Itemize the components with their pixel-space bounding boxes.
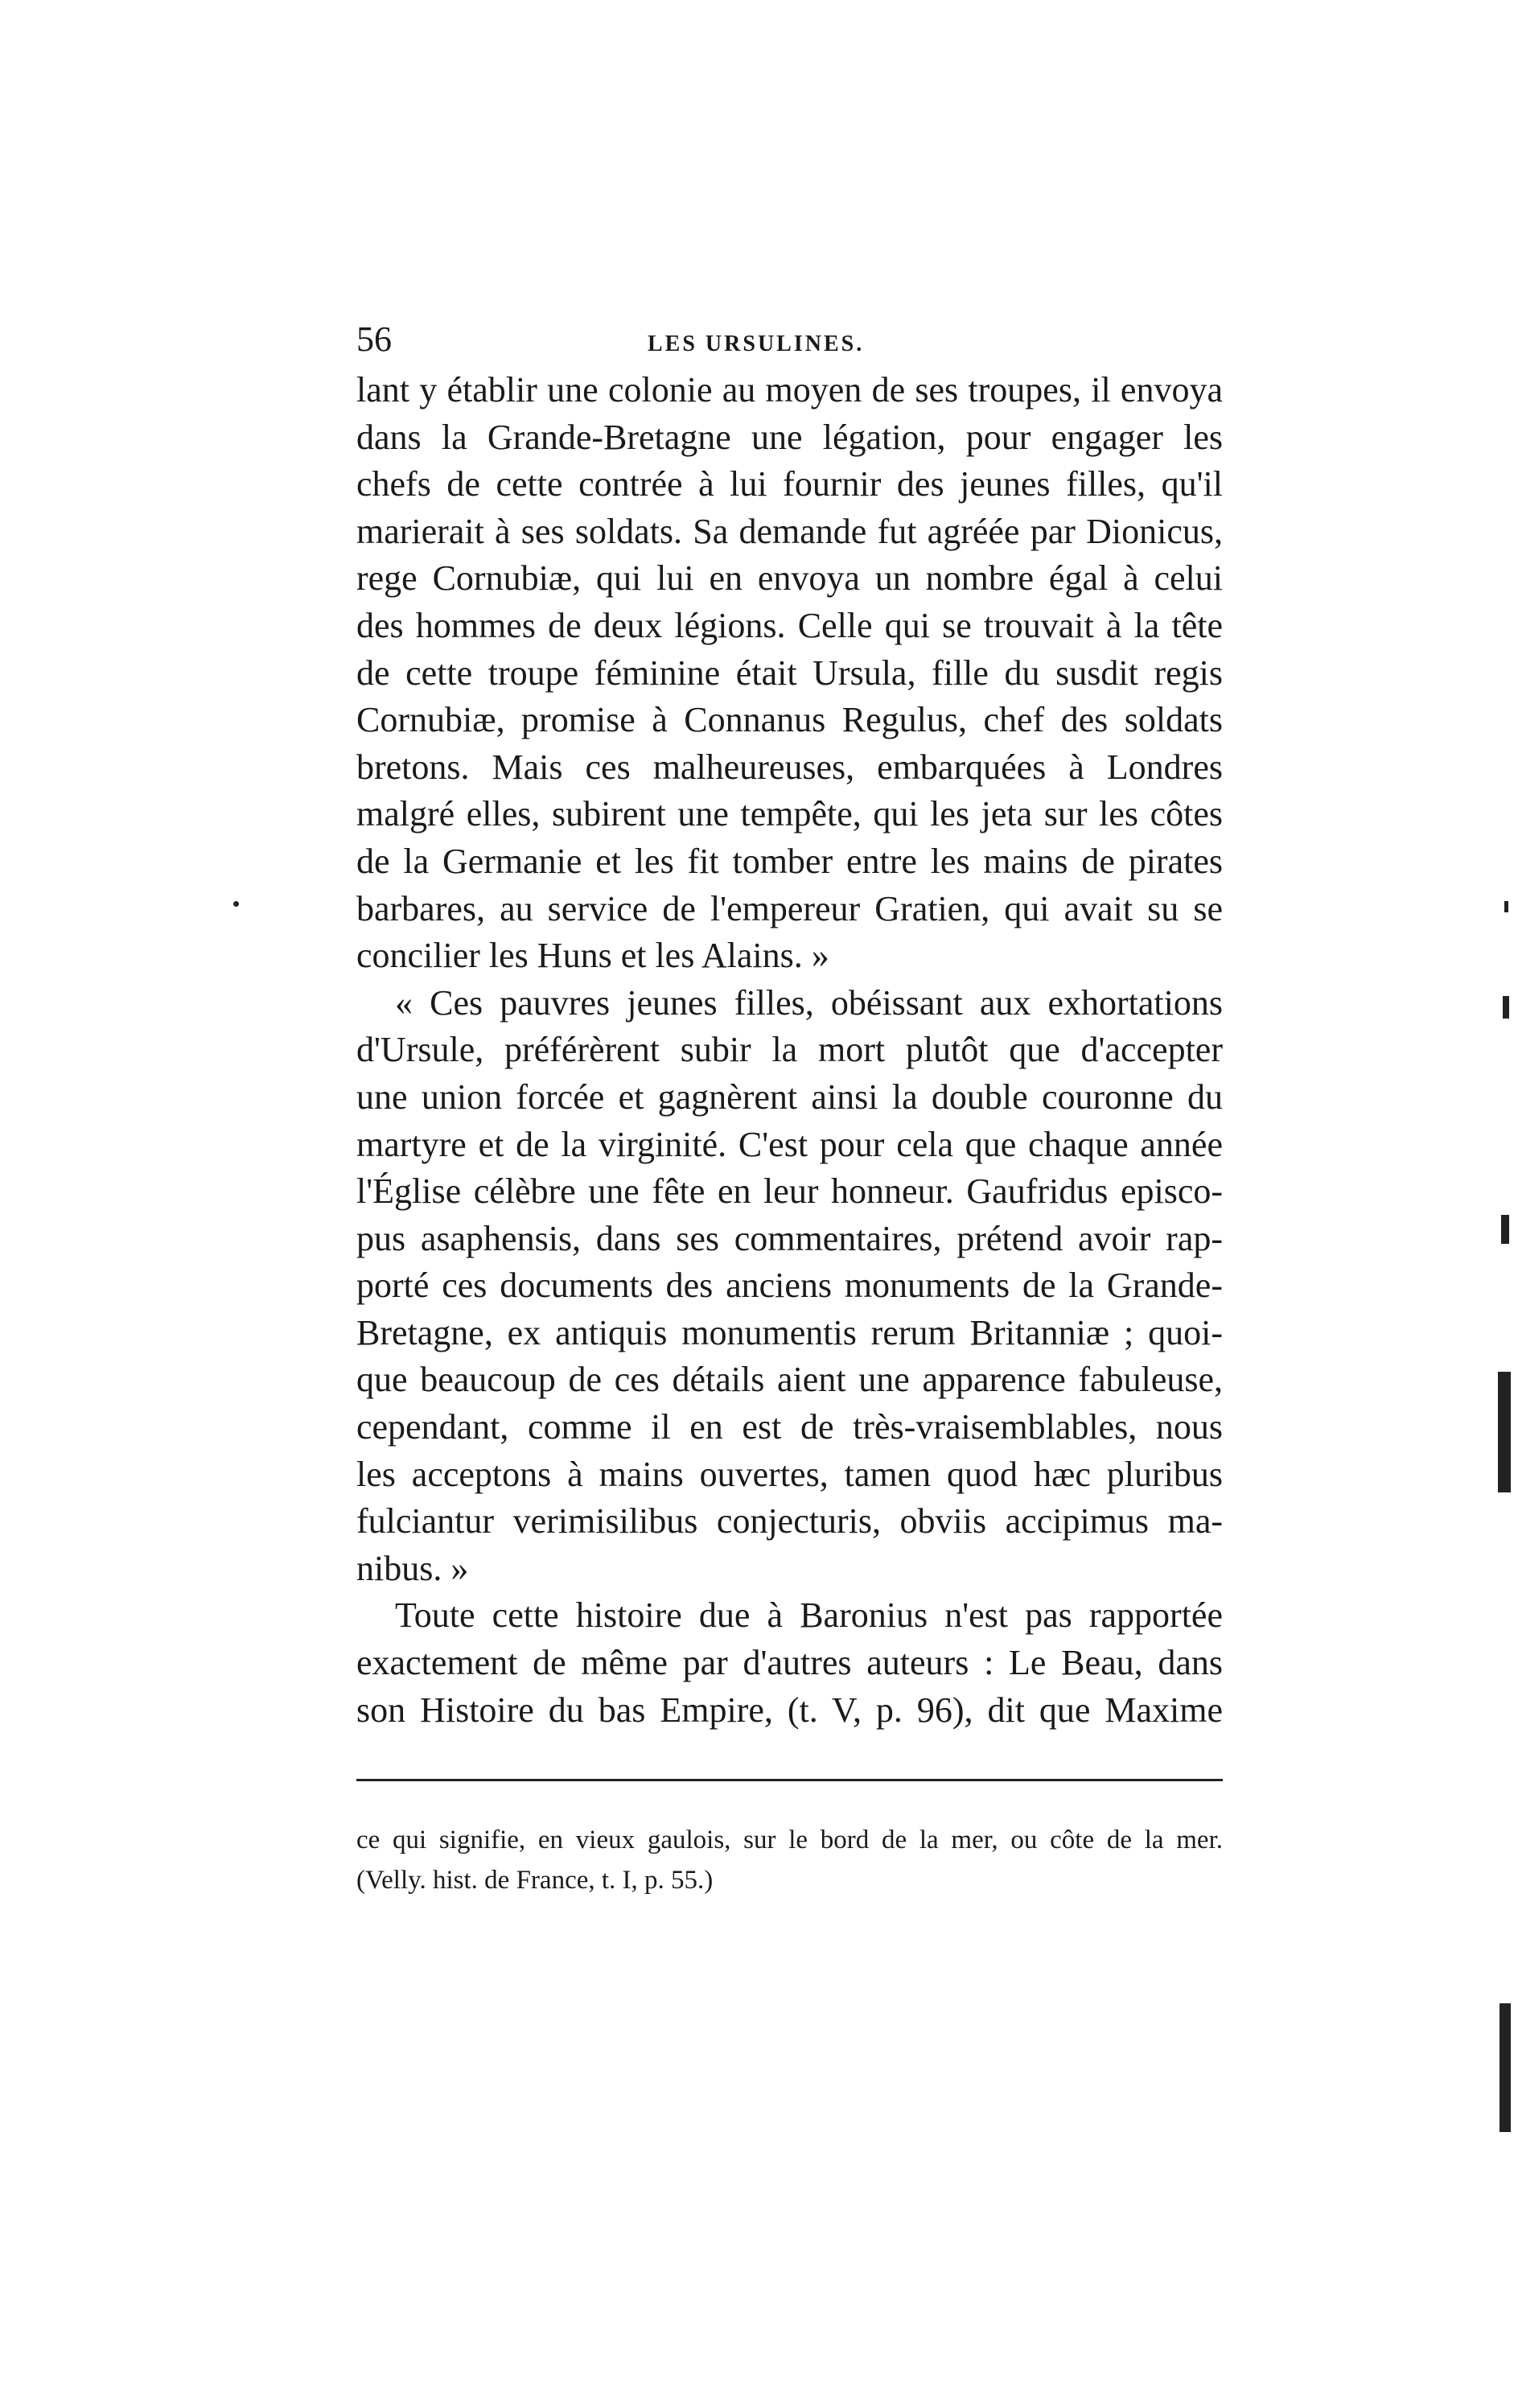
footnote	[356, 1820, 1223, 1900]
text-line: l'Église célèbre une fête en leur honneur. Gaufridus episco-	[356, 1171, 1223, 1212]
text-line: porté ces documents des anciens monuments de la Grande-	[356, 1266, 1223, 1306]
text-line: son Histoire du bas Empire, (t. V, p. 96), dit que Maxime	[356, 1690, 1223, 1730]
scan-speck	[233, 901, 239, 907]
text-line: d'Ursule, préférèrent subir la mort plutôt que d'accepter	[356, 1030, 1223, 1070]
running-head	[356, 315, 1223, 364]
text-line: des hommes de deux légions. Celle qui se trouvait à la tête	[356, 605, 1223, 645]
text-line: les acceptons à mains ouvertes, tamen quod hæc pluribus	[356, 1454, 1223, 1494]
text-line: martyre et de la virginité. C'est pour cela que chaque année	[356, 1124, 1223, 1164]
text-line: « Ces pauvres jeunes filles, obéissant aux exhortations	[395, 982, 1223, 1023]
text-line: Toute cette histoire due à Baronius n'est pas rapportée	[395, 1595, 1223, 1636]
main-text	[356, 367, 1223, 1734]
text-line: exactement de même par d'autres auteurs : Le Beau, dans	[356, 1643, 1223, 1683]
text-line: de cette troupe féminine était Ursula, fille du susdit regis	[356, 652, 1223, 693]
text-line: Bretagne, ex antiquis monumentis rerum Britanniæ ; quoi-	[356, 1312, 1223, 1352]
text-line: nibus. »	[356, 1548, 469, 1588]
scan-speck	[1504, 901, 1508, 912]
text-line: malgré elles, subirent une tempête, qui les jeta sur les côtes	[356, 794, 1223, 834]
text-line: que beaucoup de ces détails aient une apparence fabuleuse,	[356, 1360, 1223, 1400]
scan-speck	[1501, 1215, 1509, 1244]
text-line: une union forcée et gagnèrent ainsi la double couronne du	[356, 1076, 1223, 1117]
text-line: pus asaphensis, dans ses commentaires, prétend avoir rap-	[356, 1218, 1223, 1258]
text-line: dans la Grande-Bretagne une légation, pour engager les	[356, 417, 1223, 457]
footnote-line: ce qui signifie, en vieux gaulois, sur le bord de la mer, ou côte de la mer.	[356, 1826, 1223, 1854]
text-line: de la Germanie et les fit tomber entre les mains de pirates	[356, 841, 1223, 881]
text-line: fulciantur verimisilibus conjecturis, obviis accipimus ma-	[356, 1501, 1223, 1542]
scan-speck	[1503, 996, 1509, 1019]
page-number: 56	[356, 319, 392, 359]
text-line: concilier les Huns et les Alains. »	[356, 936, 829, 976]
text-line: cependant, comme il en est de très-vraisemblables, nous	[356, 1407, 1223, 1447]
running-title: LES URSULINES.	[648, 331, 865, 356]
scan-speck	[1499, 2003, 1511, 2132]
text-line: marierait à ses soldats. Sa demande fut agréée par Dionicus,	[356, 511, 1223, 551]
text-line: bretons. Mais ces malheureuses, embarquées à Londres	[356, 747, 1223, 787]
footnote-line: (Velly. hist. de France, t. I, p. 55.)	[356, 1866, 714, 1895]
text-line: rege Cornubiæ, qui lui en envoya un nombre égal à celui	[356, 558, 1223, 599]
text-line: barbares, au service de l'empereur Gratien, qui avait su se	[356, 888, 1223, 928]
scan-speck	[1498, 1372, 1511, 1492]
footnote-rule	[356, 1779, 1223, 1781]
text-line: lant y établir une colonie au moyen de ses troupes, il envoya	[356, 370, 1223, 410]
text-line: chefs de cette contrée à lui fournir des jeunes filles, qu'il	[356, 464, 1223, 504]
text-line: Cornubiæ, promise à Connanus Regulus, chef des soldats	[356, 700, 1223, 740]
